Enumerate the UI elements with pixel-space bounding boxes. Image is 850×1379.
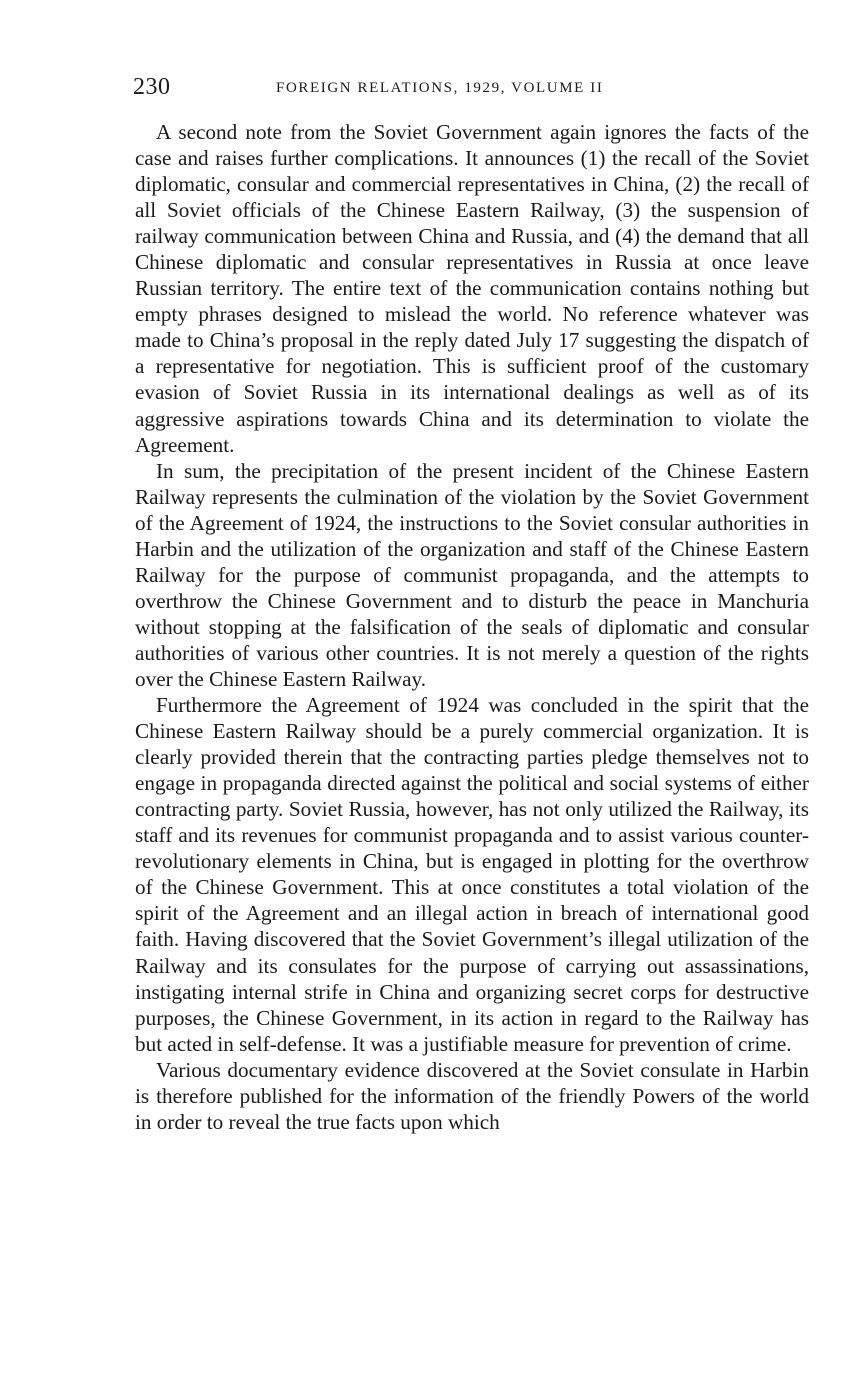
- paragraph-in-sum: In sum, the precipitation of the present incident of the Chinese Eastern Railway represents the culmination of the violation by the Soviet Government of the Agreement of 1924, the instructions to the Soviet consular authorities in Harbin and the utilization of the organization and staff of the Chinese Eastern Railway for the purpose of communist propaganda, and the attempts to overthrow the Chinese Government and to disturb the peace in Manchuria without stopping at the falsification of the seals of diplomatic and consular authorities of various other countries. It is not merely a question of the rights over the Chinese Eastern Railway.: [135, 458, 809, 691]
- paragraph-furthermore: Furthermore the Agreement of 1924 was concluded in the spirit that the Chinese Eastern Railway should be a purely commercial organization. It is clearly provided therein that the contracting parties pledge themselves not to engage in propaganda directed against the political and social systems of either contracting party. Soviet Russia, however, has not only utilized the Railway, its staff and its revenues for communist propaganda and to assist various counter-revolutionary elements in China, but is engaged in plotting for the overthrow of the Chinese Government. This at once constitutes a total violation of the spirit of the Agreement and an illegal action in breach of international good faith. Having discovered that the Soviet Government’s illegal utilization of the Railway and its consulates for the purpose of carrying out assassinations, instigating internal strife in China and organizing secret corps for destructive purposes, the Chinese Government, in its action in regard to the Railway has but acted in self-defense. It was a justifiable measure for prevention of crime.: [135, 693, 809, 1056]
- page-number: 230: [133, 74, 171, 100]
- paragraph-documentary-evidence: Various documentary evidence discovered at the Soviet consulate in Harbin is therefore published for the information of the friendly Powers of the world in order to reveal the true facts upon which: [135, 1057, 809, 1134]
- paragraph-soviet-second-note: A second note from the Soviet Government again ignores the facts of the case and raises further complications. It announces (1) the recall of the Soviet diplomatic, consular and commercial representatives in China, (2) the recall of all Soviet officials of the Chinese Eastern Railway, (3) the suspension of railway communication between China and Russia, and (4) the demand that all Chinese diplomatic and consular representatives in Russia at once leave Russian territory. The entire text of the communication contains nothing but empty phrases designed to mislead the world. No reference whatever was made to China’s proposal in the reply dated July 17 suggesting the dispatch of a representative for negotiation. This is sufficient proof of the customary evasion of Soviet Russia in its international dealings as well as of its aggressive aspirations towards China and its determination to violate the Agreement.: [135, 120, 809, 457]
- page-header: [133, 72, 811, 108]
- running-title: FOREIGN RELATIONS, 1929, VOLUME II: [276, 80, 604, 96]
- body-text: [135, 119, 809, 1135]
